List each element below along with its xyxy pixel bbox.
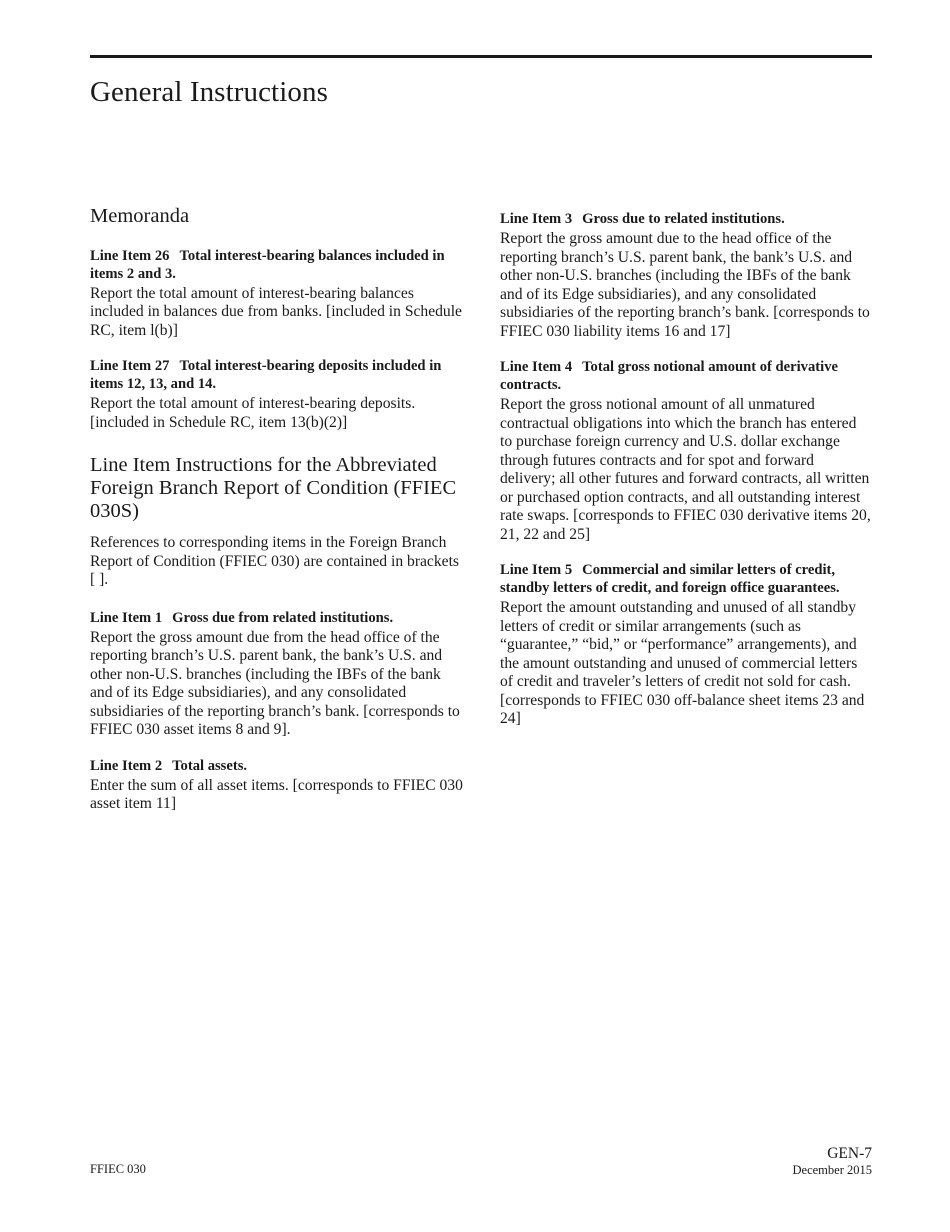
line-item-title: Gross due to related institutions. [582, 211, 785, 227]
memoranda-heading: Memoranda [90, 205, 190, 227]
line-item-heading [500, 358, 872, 394]
line-item-heading [90, 757, 464, 775]
line-item-number: Line Item 26 [90, 247, 170, 264]
line-item-title: Gross due from related institutions. [172, 609, 394, 626]
line-item-heading [500, 561, 872, 597]
line-item-number: Line Item 4 [500, 359, 573, 375]
abbreviated-report-intro: References to corresponding items in the Foreign Branch Report of Condition (FFIEC 030) are contained in brackets [ ]. [90, 534, 459, 589]
line-item-body: Report the gross amount due from the head office of the reporting branch’s U.S. parent bank, the bank’s U.S. and other non-U.S. branches (including the IBFs of the bank and of its Edge subsidiaries), and any consolidated subsidiaries of the reporting branch’s bank. [corresponds to FFIEC 030 asset items 8 and 9]. [90, 628, 460, 739]
abbreviated-report-heading: Line Item Instructions for the Abbreviated Foreign Branch Report of Condition (FFIEC 030S) [90, 454, 457, 523]
line-item-body: Report the gross amount due to the head office of the reporting branch’s U.S. parent bank, the bank’s U.S. and other non-U.S. branches (including the IBFs of the bank and of its Edge subsidiaries), and any consolidated subsidiaries of the reporting branch’s bank. [corresponds to FFIEC 030 liability items 16 and 17] [500, 230, 870, 340]
line-item-4 [500, 358, 872, 544]
right-column [500, 210, 872, 729]
line-item-body: Enter the sum of all asset items. [corresponds to FFIEC 030 asset item 11] [90, 776, 463, 813]
header-rule [90, 55, 872, 58]
line-item-title: Total gross notional amount of derivative contracts. [500, 359, 838, 393]
line-item-body: Report the gross notional amount of all unmatured contractual obligations into which the branch has entered to purchase foreign currency and U.S. dollar exchange through futures contracts and for spot and forward delivery; all other futures and forward contracts, all written or purchased option contracts, and all outstanding interest rate swaps. [corresponds to FFIEC 030 derivative items 20, 21, 22 and 25] [500, 396, 871, 543]
line-item-title: Total assets. [172, 757, 248, 774]
footer-date: December 2015 [792, 1163, 872, 1177]
line-item-heading [90, 247, 464, 283]
line-item-body: Report the amount outstanding and unused of all standby letters of credit or similar arrangements (such as “guarantee,” “bid,” or “performance” arrangements), and the amount outstanding and unused of commercial letters of credit and traveler’s letters of credit not sold for cash. [corresponds to FFIEC 030 off-balance sheet items 23 and 24] [500, 599, 865, 727]
line-item-3 [500, 210, 872, 341]
footer-page-info [793, 1145, 872, 1177]
line-item-27 [90, 357, 464, 432]
line-item-title: Total interest-bearing deposits included in items 12, 13, and 14. [90, 358, 442, 393]
footer-form-id: FFIEC 030 [90, 1162, 146, 1176]
line-item-number: Line Item 3 [500, 211, 573, 227]
left-column [90, 205, 464, 814]
line-item-26 [90, 247, 464, 341]
page-number: GEN-7 [827, 1145, 872, 1162]
line-item-number: Line Item 27 [90, 358, 170, 375]
line-item-number: Line Item 5 [500, 562, 573, 578]
line-item-5 [500, 561, 872, 729]
line-item-1 [90, 609, 464, 740]
line-item-title: Commercial and similar letters of credit, standby letters of credit, and foreign office guarantees. [500, 562, 840, 596]
line-item-body: Report the total amount of interest-bearing deposits. [included in Schedule RC, item 13(b)(2)] [90, 395, 416, 431]
line-item-heading [500, 210, 872, 228]
line-item-number: Line Item 2 [90, 757, 163, 774]
line-item-2 [90, 757, 464, 814]
line-item-heading [90, 357, 464, 393]
line-item-number: Line Item 1 [90, 609, 163, 626]
line-item-title: Total interest-bearing balances included in items 2 and 3. [90, 247, 445, 282]
page-title: General Instructions [90, 76, 328, 108]
line-item-body: Report the total amount of interest-bearing balances included in balances due from banks. [included in Schedule RC, item l(b)] [90, 284, 462, 339]
line-item-heading [90, 609, 464, 627]
